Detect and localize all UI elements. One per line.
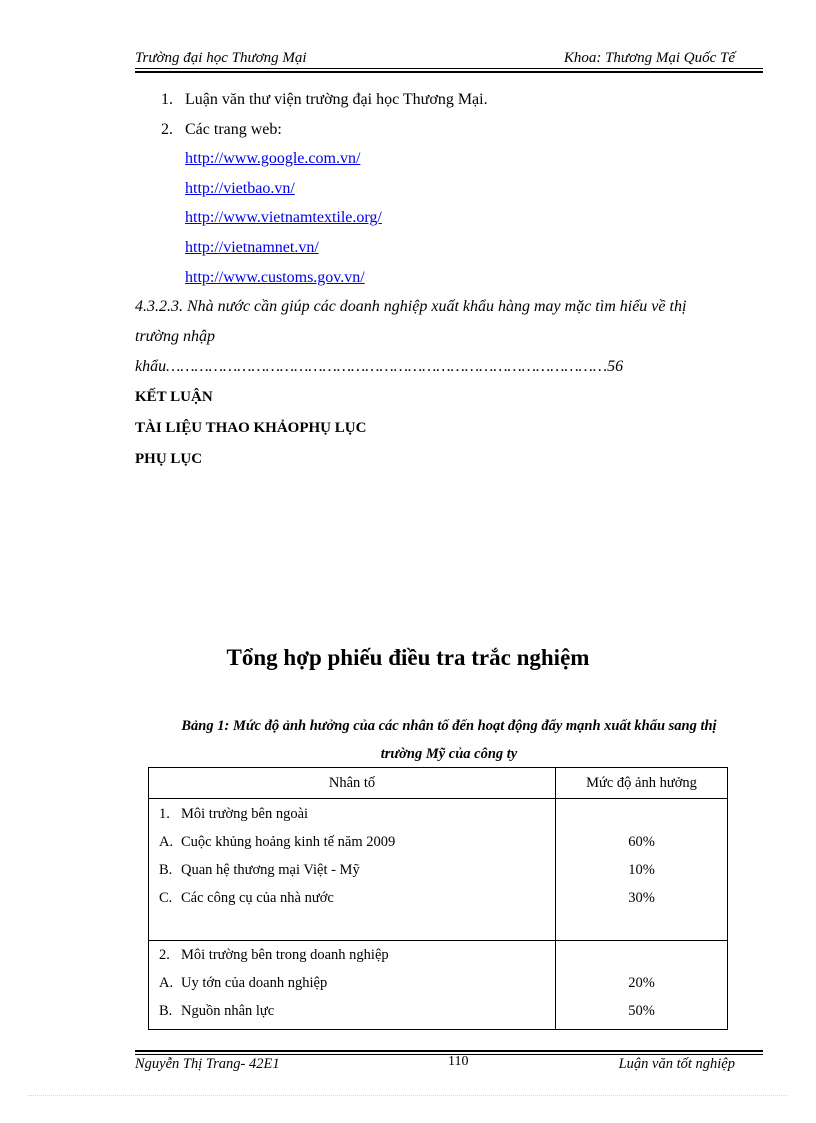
- impact-value: 10%: [628, 862, 655, 878]
- factor-item: A. Uy tớn của doanh nghiệp: [159, 975, 328, 991]
- impact-cell-internal: [556, 941, 728, 1030]
- survey-table: [148, 767, 728, 1030]
- impact-value: 50%: [628, 1003, 655, 1019]
- table-caption-line1: Bảng 1: Mức độ ảnh hưởng của các nhân tố đến hoạt động đẩy mạnh xuất khẩu sang thị: [181, 718, 717, 734]
- toc-references: TÀI LIỆU THAO KHẢOPHỤ LỤC: [135, 420, 367, 436]
- impact-value: 30%: [628, 890, 655, 906]
- reference-item-2: 2. Các trang web:: [161, 121, 282, 138]
- link-vietnamnet[interactable]: http://vietnamnet.vn/: [185, 239, 319, 256]
- factor-cell-external: [149, 799, 556, 941]
- factor-cell-internal: [149, 941, 556, 1030]
- table-header-row: [149, 768, 728, 799]
- impact-value: 60%: [628, 834, 655, 850]
- column-header-impact: Mức độ ảnh hưởng: [556, 768, 728, 799]
- column-header-factor: Nhân tố: [149, 768, 556, 799]
- link-google[interactable]: http://www.google.com.vn/: [185, 150, 361, 167]
- table-row-internal: [149, 941, 728, 1030]
- table-caption: [135, 712, 763, 768]
- header-faculty: Khoa: Thương Mại Quốc Tế: [563, 50, 735, 66]
- section-title: Tổng hợp phiếu điều tra trắc nghiệm: [226, 645, 590, 670]
- factor-item: B. Nguồn nhân lực: [159, 1003, 275, 1019]
- toc-item-4-3-2-3: 4.3.2.3. Nhà nước cần giúp các doanh nghiệp xuất khẩu hàng may mặc tìm hiểu về thị: [135, 298, 687, 315]
- table-row-external: [149, 799, 728, 941]
- link-vietbao[interactable]: http://vietbao.vn/: [185, 180, 295, 197]
- factor-item: C. Các công cụ của nhà nước: [159, 890, 334, 906]
- impact-cell-external: [556, 799, 728, 941]
- factor-item: A. Cuộc khủng hoảng kinh tế năm 2009: [159, 834, 396, 850]
- header-rule-thin: [135, 68, 763, 69]
- link-customs[interactable]: http://www.customs.gov.vn/: [185, 269, 365, 286]
- group-heading: 2. Môi trường bên trong doanh nghiệp: [159, 947, 389, 963]
- footer-author: Nguyễn Thị Trang- 42E1: [135, 1056, 280, 1072]
- header-university: Trường đại học Thương Mại: [135, 50, 307, 66]
- header-rule-thick: [135, 71, 763, 73]
- toc-conclusion: KẾT LUẬN: [135, 389, 213, 405]
- reference-item-1: 1. Luận văn thư viện trường đại học Thương Mại.: [161, 91, 488, 108]
- group-heading: 1. Môi trường bên ngoài: [159, 806, 309, 822]
- impact-value: 20%: [628, 975, 655, 991]
- footer-rule-thick: [135, 1050, 763, 1052]
- toc-item-continued: trường nhập: [135, 328, 215, 345]
- footer-doc-type: Luận văn tốt nghiệp: [618, 1056, 735, 1072]
- toc-item-dots: khẩu…………………………………………………………………………………56: [135, 358, 624, 375]
- table-caption-line2: trường Mỹ của công ty: [380, 746, 518, 762]
- page-edge-divider: [28, 1095, 788, 1096]
- page-number: 110: [448, 1054, 469, 1069]
- page-header: [135, 48, 763, 68]
- factor-item: B. Quan hệ thương mại Việt - Mỹ: [159, 862, 360, 878]
- link-vietnamtextile[interactable]: http://www.vietnamtextile.org/: [185, 209, 382, 226]
- toc-appendix: PHỤ LỤC: [135, 451, 203, 467]
